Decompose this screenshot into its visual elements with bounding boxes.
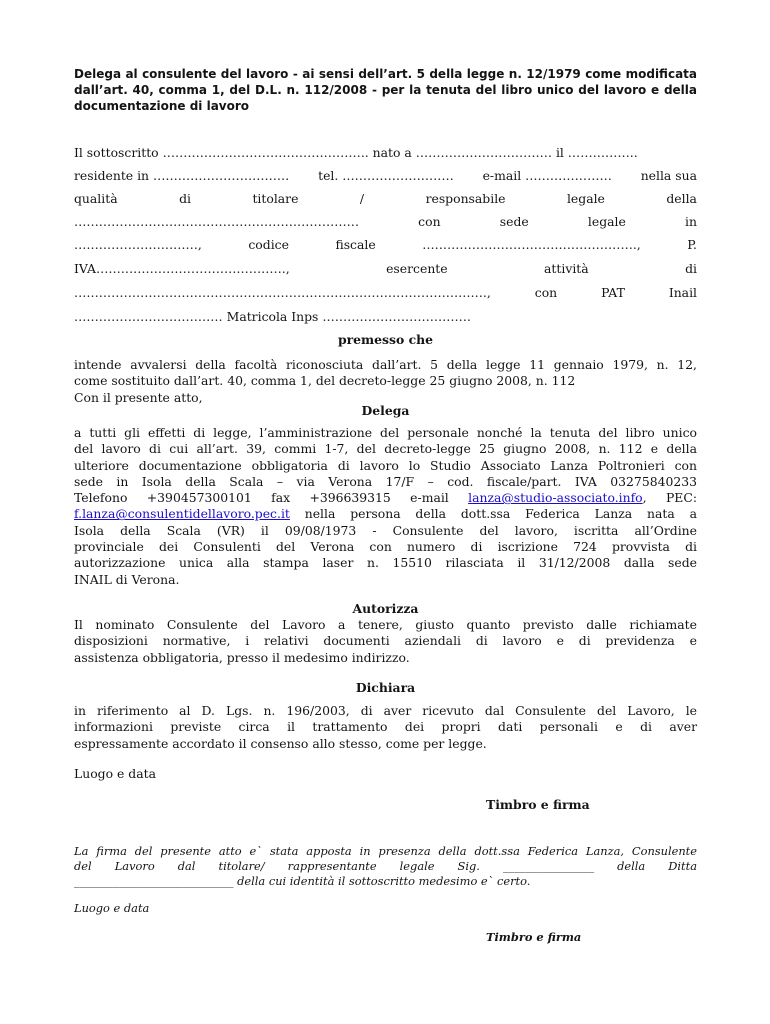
- premesso-paragraph: intende avvalersi della facoltà riconosciuta dall’art. 5 della legge 11 gennaio 1979, n. 12, come sostituito dall’art. 40, comma 1, del decreto-legge 25 giugno 2008, n. 112 Con il presente atto,: [74, 357, 697, 405]
- form-line-codice-fiscale: …………………………, codice fiscale ……………………………………………., P.: [74, 237, 697, 252]
- timbro-firma-label-2: Timbro e firma: [486, 930, 582, 944]
- luogo-data-label: Luogo e data: [74, 766, 156, 781]
- form-line-pat: ………………………………………………………………………………………., con PAT Inail: [74, 285, 697, 300]
- dichiara-paragraph: in riferimento al D. Lgs. n. 196/2003, di aver ricevuto dal Consulente del Lavoro, le informazioni previste circa il trattamento dei propri dati personali e di aver espressamente accordato il consenso allo stesso, come per legge.: [74, 703, 697, 751]
- delega-heading: Delega: [361, 403, 410, 418]
- document-page: [74, 0, 697, 1024]
- dichiara-heading: Dichiara: [355, 680, 416, 695]
- form-line-iva: IVA………………………………………., esercente attività di: [74, 261, 697, 276]
- luogo-data-label-2: Luogo e data: [74, 901, 150, 915]
- delega-paragraph: a tutti gli effetti di legge, l’amministrazione del personale nonché la tenuta del libro unico del lavoro di cui all’art. 39, commi 1-7, del decreto-legge 25 giugno 2008, n. 112 e della ulteriore documentazione obbligatoria di lavoro lo Studio Associato Lanza Poltronieri con sede in Isola della Scala – via Verona 17/F – cod. fiscale/part. IVA 03275840233 Telefono +390457300101 fax +396639315 e-mail lanza@studio-associato.info, PEC: f.lanza@consulentidellavoro.pec.it nella persona della dott.ssa Federica Lanza nata a Isola della Scala (VR) il 09/08/1973 - Consulente del lavoro, iscritta all’Ordine provinciale dei Consulenti del Verona con numero di iscrizione 724 provvista di autorizzazione unica alla stampa laser n. 15510 rilasciata il 31/12/2008 dalla sede INAIL di Verona.: [74, 425, 697, 587]
- delega-pec-line: f.lanza@consulentidellavoro.pec.it nella persona della dott.ssa Federica Lanza nata a: [74, 506, 697, 522]
- timbro-firma-label: Timbro e firma: [486, 797, 590, 812]
- form-line-sottoscritto: Il sottoscritto ………………………………………….. nato a …………………………… il ……………..: [74, 145, 638, 160]
- email-link[interactable]: lanza@studio-associato.info: [468, 490, 643, 506]
- form-line-sede: …………………………………………………………… con sede legale in: [74, 214, 697, 229]
- autorizza-heading: Autorizza: [352, 601, 419, 616]
- pec-link[interactable]: f.lanza@consulentidellavoro.pec.it: [74, 506, 290, 522]
- autorizza-paragraph: Il nominato Consulente del Lavoro a tenere, giusto quanto previsto dalle richiamate disposizioni normative, i relativi documenti aziendali di lavoro e di previdenza e assistenza obbligatoria, presso il medesimo indirizzo.: [74, 617, 697, 665]
- premesso-closing: Con il presente atto,: [74, 389, 203, 405]
- form-line-residente: residente in …………………………… tel. ……………………… e-mail ………………… nella sua: [74, 168, 697, 183]
- document-title: Delega al consulente del lavoro - ai sensi dell’art. 5 della legge n. 12/1979 come modificata dall’art. 40, comma 1, del D.L. n. 112/2008 - per la tenuta del libro unico del lavoro e della documentazione di lavoro: [74, 67, 697, 113]
- premesso-heading: premesso che: [337, 332, 434, 347]
- firma-note: La firma del presente atto e` stata apposta in presenza della dott.ssa Federica Lanza, Consulente del Lavoro dal titolare/ rappresentante legale Sig. ________________ della Ditta ____________________________ della cui identità il sottoscritto medesimo e` certo.: [74, 844, 697, 888]
- form-line-matricola: ……………………………… Matricola Inps ………………………………: [74, 309, 472, 324]
- form-line-qualita: qualità di titolare / responsabile legale della: [74, 191, 697, 206]
- delega-contact-line: Telefono +390457300101 fax +396639315 e-mail lanza@studio-associato.info, PEC:: [74, 490, 697, 506]
